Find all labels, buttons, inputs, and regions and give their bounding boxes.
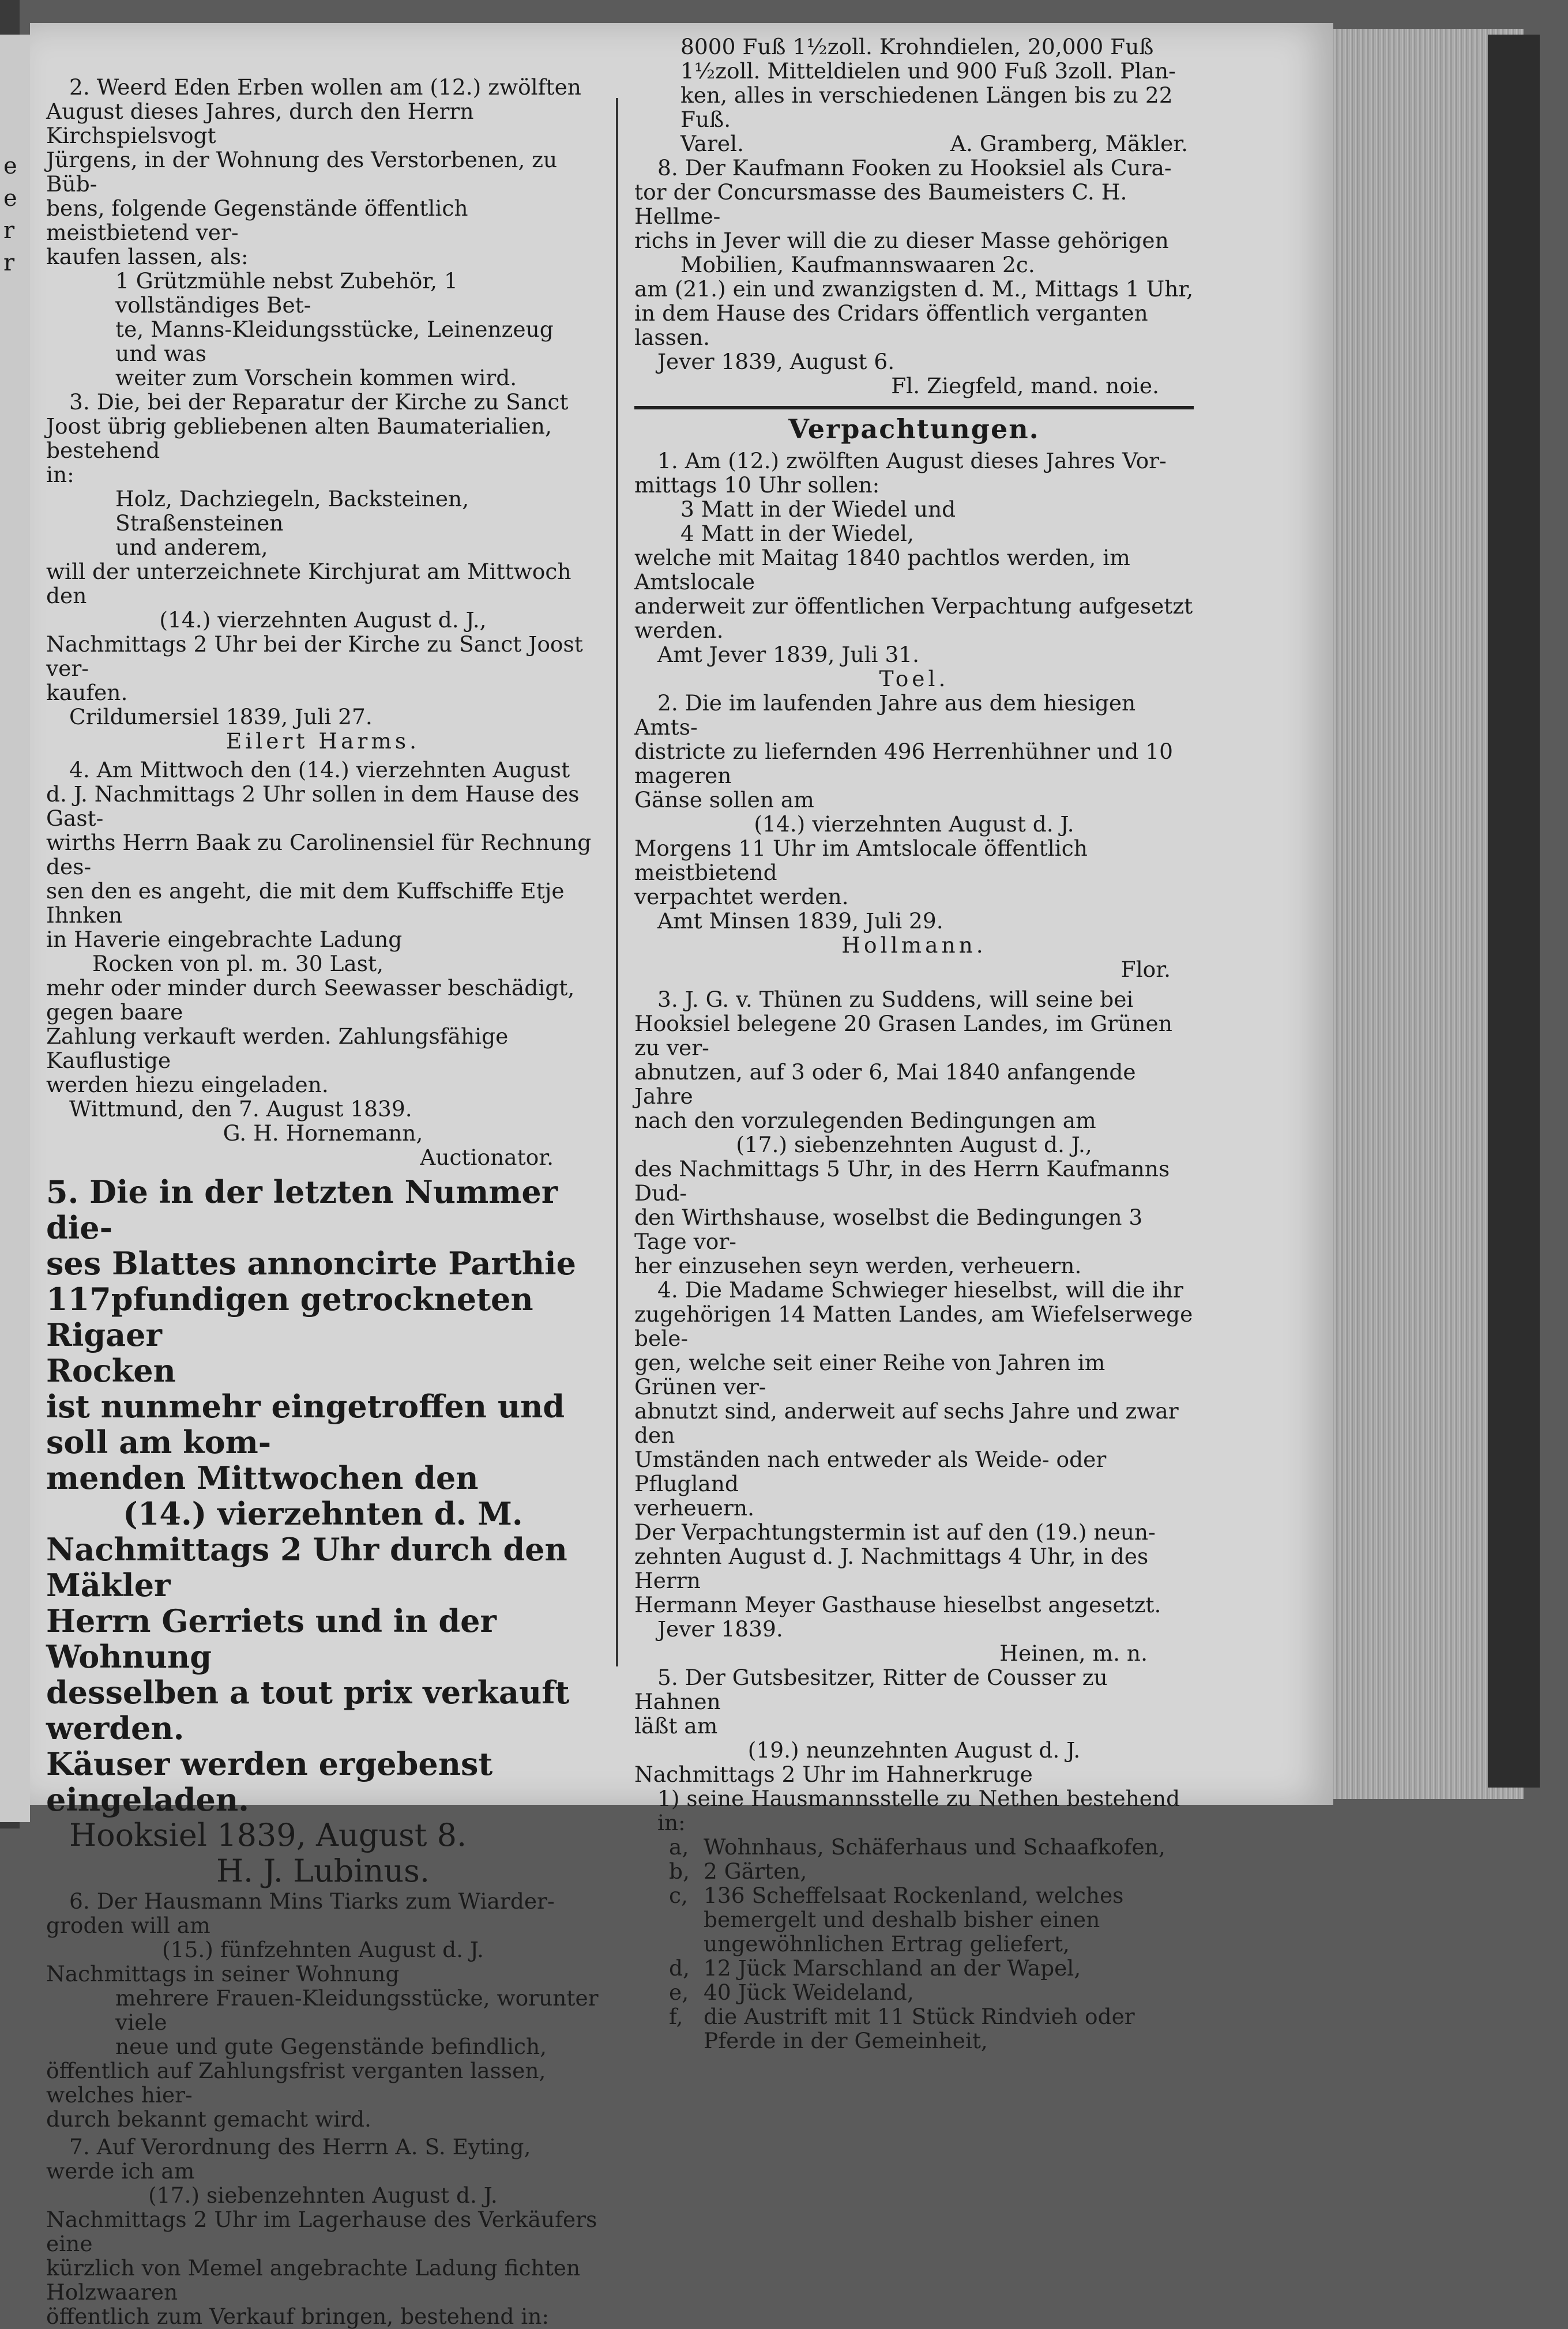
lease-5-items (634, 1835, 1194, 2053)
notice-6-text: Nachmittags in seiner Wohnung (46, 1961, 400, 1986)
right-column (634, 35, 1194, 2053)
text-line: des Nachmittags 5 Uhr, in des Herrn Kaufmanns Dud- (634, 1156, 1170, 1206)
text-line: 2. Weerd Eden Erben wollen am (12.) zwölften (69, 74, 581, 100)
notice-3-place: Crildumersiel 1839, Juli 27. (69, 704, 373, 729)
text-line: Nachmittags 2 Uhr im Lagerhause des Verkäufers eine (46, 2207, 597, 2256)
text-line: 3. Die, bei der Reparatur der Kirche zu Sanct (69, 389, 569, 415)
list-item-text: Wohnhaus, Schäferhaus und Schaafkofen, (704, 1834, 1165, 1860)
notice-5-text (46, 1532, 600, 1818)
edge-letter: r (3, 250, 15, 276)
notice-5-headline (46, 1174, 600, 1496)
text-line: abnutzt sind, anderweit auf sechs Jahre und zwar den (634, 1398, 1179, 1448)
lease-2-place: Amt Minsen 1839, Juli 29. (657, 908, 943, 934)
text-line: Nachmittags 2 Uhr bei der Kirche zu Sanct Joost ver- (46, 631, 583, 681)
text-line: werden hiezu eingeladen. (46, 1072, 329, 1097)
list-item-text: 136 Scheffelsaat Rockenland, welches bemergelt und deshalb bisher einen ungewöhnlichen Ertrag geliefert, (704, 1883, 1124, 1956)
text-line: mehrere Frauen-Kleidungsstücke, worunter viele (115, 1985, 599, 2035)
text-line: 117pfundigen getrockneten Rigaer (46, 1281, 533, 1353)
text-line: verpachtet werden. (634, 884, 849, 909)
text-line: Joost übrig gebliebenen alten Baumaterialien, bestehend (46, 413, 552, 463)
text-line: welche mit Maitag 1840 pachtlos werden, im Amtslocale (634, 545, 1130, 595)
list-item (634, 1956, 1194, 1980)
text-line: Käuser werden ergebenst eingeladen. (46, 1745, 493, 1818)
text-line: wirths Herrn Baak zu Carolinensiel für Rechnung des- (46, 830, 592, 879)
text-line: verheuern. (634, 1495, 754, 1521)
text-line: d. J. Nachmittags 2 Uhr sollen in dem Hause des Gast- (46, 781, 580, 831)
text-line: August dieses Jahres, durch den Herrn Kirchspielsvogt (46, 99, 474, 148)
left-column (46, 75, 600, 2328)
notice-7-text (46, 2207, 600, 2328)
text-line: 1. Am (12.) zwölften August dieses Jahres Vor- (657, 448, 1167, 473)
text-line: mehr oder minder durch Seewasser beschädigt, gegen baare (46, 975, 575, 1025)
text-line: 4. Am Mittwoch den (14.) vierzehnten August (69, 757, 570, 782)
notice-6-date: (15.) fünfzehnten August d. J. (162, 1937, 484, 1962)
text-line: gen, welche seit einer Reihe von Jahren im Grünen ver- (634, 1350, 1106, 1399)
list-item-label: b, (669, 1858, 690, 1884)
list-item (634, 2004, 1194, 2053)
text-line: Holz, Dachziegeln, Backsteinen, Straßensteinen (115, 486, 469, 536)
text-line: Umständen nach entweder als Weide- oder Pflugland (634, 1447, 1107, 1496)
notice-8-items: Mobilien, Kaufmannswaaren 2c. (680, 252, 1035, 277)
notice-4-role: Auctionator. (420, 1145, 554, 1170)
text-line: menden Mittwochen den (46, 1459, 479, 1496)
notice-3-text: will der unterzeichnete Kirchjurat am Mittwoch den (46, 559, 571, 608)
list-item-text: 40 Jück Weideland, (704, 1980, 914, 2005)
notice-6-items (46, 1986, 600, 2059)
notice-4-text (46, 976, 600, 1097)
list-item-text: die Austrift mit 11 Stück Rindvieh oder Pferde in der Gemeinheit, (704, 2004, 1135, 2053)
text-line: 6. Der Hausmann Mins Tiarks zum Wiarder- (69, 1888, 555, 1914)
list-item-label: e, (669, 1980, 689, 2005)
text-line: 5. Die in der letzten Nummer die- (46, 1173, 558, 1246)
list-item (634, 1883, 1194, 1956)
list-item-label: c, (669, 1883, 688, 1908)
lease-3-date: (17.) siebenzehnten August d. J., (736, 1132, 1092, 1157)
text-line: tor der Concursmasse des Baumeisters C. H. Hellme- (634, 179, 1127, 229)
lease-5 (634, 1665, 1194, 1738)
lease-3 (634, 987, 1194, 1132)
list-item (634, 1859, 1194, 1883)
text-line: 5. Der Gutsbesitzer, Ritter de Cousser zu Hahnen (634, 1665, 1108, 1714)
notice-4-signature: G. H. Hornemann, (223, 1120, 423, 1146)
lease-5-intro: 1) seine Hausmannsstelle zu Nethen bestehend in: (657, 1786, 1180, 1835)
text-line: werde ich am (46, 2158, 195, 2184)
notice-4 (46, 758, 600, 951)
notice-8 (634, 156, 1194, 253)
lease-4-place: Jever 1839. (657, 1616, 783, 1642)
notice-8-signature: Fl. Ziegfeld, mand. noie. (891, 373, 1159, 398)
text-line: in dem Hause des Cridars öffentlich verganten lassen. (634, 300, 1148, 350)
text-line: 1 Grützmühle nebst Zubehör, 1 vollständiges Bet- (115, 268, 458, 318)
text-line: 1½zoll. Mitteldielen und 900 Fuß 3zoll. Plan- (680, 58, 1176, 84)
notice-3-signature: Eilert Harms. (225, 728, 420, 754)
text-line: durch bekannt gemacht wird. (46, 2106, 371, 2132)
notice-4-goods: Rocken von pl. m. 30 Last, (92, 951, 384, 976)
notice-2 (46, 75, 600, 269)
lease-1-items (634, 497, 1194, 545)
text-line: kaufen. (46, 680, 128, 705)
text-line: 2. Die im laufenden Jahre aus dem hiesigen Amts- (634, 690, 1136, 740)
notice-8-text (634, 277, 1194, 349)
section-rule (634, 406, 1194, 409)
notice-3 (46, 390, 600, 487)
previous-page-letters (3, 150, 27, 279)
text-line: bens, folgende Gegenstände öffentlich meistbietend ver- (46, 195, 468, 245)
text-line: neue und gute Gegenstände befindlich, (115, 2034, 547, 2059)
text-line: Herrn Gerriets und in der Wohnung (46, 1602, 497, 1675)
notice-6 (46, 1889, 600, 1937)
notice-5-signature: H. J. Lubinus. (216, 1853, 430, 1889)
list-item-label: d, (669, 1955, 690, 1981)
column-divider (616, 98, 618, 1666)
notice-7 (46, 2135, 600, 2183)
text-line: richs in Jever will die zu dieser Masse gehörigen (634, 228, 1169, 253)
list-item-text: 2 Gärten, (704, 1858, 807, 1884)
text-line: nach den vorzulegenden Bedingungen am (634, 1108, 1096, 1133)
text-line: kürzlich von Memel angebrachte Ladung fichten Holzwaaren (46, 2255, 581, 2305)
lease-1 (634, 449, 1194, 497)
book-cover-edge (1488, 35, 1540, 1788)
list-item-text: 12 Jück Marschland an der Wapel, (704, 1955, 1081, 1981)
text-line: Jürgens, in der Wohnung des Verstorbenen, zu Büb- (46, 147, 558, 197)
edge-letter: r (3, 217, 15, 244)
lease-4-signature: Heinen, m. n. (999, 1641, 1148, 1666)
text-line: zehnten August d. J. Nachmittags 4 Uhr, in des Herrn (634, 1544, 1149, 1593)
text-line: Zahlung verkauft werden. Zahlungsfähige Kauflustige (46, 1024, 509, 1073)
text-line: kaufen lassen, als: (46, 244, 249, 269)
text-line: Gänse sollen am (634, 787, 814, 812)
list-item-label: a, (669, 1834, 689, 1860)
list-item (634, 1835, 1194, 1859)
text-line: läßt am (634, 1713, 718, 1739)
text-line: groden will am (46, 1913, 210, 1938)
text-line: weiter zum Vorschein kommen wird. (115, 365, 517, 390)
lease-4 (634, 1278, 1194, 1617)
lease-2 (634, 691, 1194, 812)
text-line: zugehörigen 14 Matten Landes, am Wiefelserwege bele- (634, 1301, 1193, 1351)
notice-3-items (46, 487, 600, 559)
text-line: und anderem, (115, 535, 268, 560)
section-heading: Verpachtungen. (788, 413, 1040, 445)
lease-1-text (634, 545, 1194, 642)
edge-letter: e (3, 153, 17, 179)
lease-3-text (634, 1157, 1194, 1278)
text-line: 3 Matt in der Wiedel und (680, 496, 956, 522)
text-line: mittags 10 Uhr sollen: (634, 472, 880, 498)
text-line: districte zu liefernden 496 Herrenhühner und 10 mageren (634, 739, 1174, 788)
text-line: öffentlich auf Zahlungsfrist verganten lassen, welches hier- (46, 2058, 546, 2108)
text-line: 4 Matt in der Wiedel, (680, 521, 914, 546)
list-item-label: f, (669, 2004, 683, 2029)
text-line: anderweit zur öffentlichen Verpachtung aufgesetzt werden. (634, 593, 1193, 643)
notice-2-items (46, 269, 600, 390)
lease-1-place: Amt Jever 1839, Juli 31. (657, 642, 920, 667)
text-line: den Wirthshause, woselbst die Bedingungen 3 Tage vor- (634, 1205, 1143, 1254)
edge-letter: e (3, 185, 17, 212)
text-line: Hooksiel belegene 20 Grasen Landes, im Grünen zu ver- (634, 1011, 1172, 1060)
notice-6-text-b (46, 2059, 600, 2131)
notice-8-place: Jever 1839, August 6. (657, 349, 895, 374)
continued-signature: A. Gramberg, Mäkler. (950, 131, 1188, 156)
notice-7-continued (634, 35, 1194, 131)
text-line: 8000 Fuß 1½zoll. Krohndielen, 20,000 Fuß (680, 34, 1154, 59)
text-line: 7. Auf Verordnung des Herrn A. S. Eyting, (69, 2134, 531, 2159)
text-line: sen den es angeht, die mit dem Kuffschiffe Etje Ihnken (46, 878, 565, 928)
text-line: 3. J. G. v. Thünen zu Suddens, will seine bei (657, 987, 1134, 1012)
text-line: öffentlich zum Verkauf bringen, bestehend in: (46, 2304, 550, 2329)
previous-page-edge (0, 35, 30, 1822)
lease-1-signature: Toel. (879, 666, 949, 691)
text-line: ken, alles in verschiedenen Längen bis zu 22 Fuß. (680, 82, 1173, 132)
text-line: ist nunmehr eingetroffen und soll am kom- (46, 1388, 565, 1461)
lease-5-date: (19.) neunzehnten August d. J. (747, 1737, 1081, 1763)
continued-place: Varel. (680, 131, 744, 156)
notice-5-date: (14.) vierzehnten d. M. (123, 1495, 523, 1532)
text-line: 4. Die Madame Schwieger hieselbst, will die ihr (657, 1277, 1183, 1303)
text-line: Nachmittags 2 Uhr durch den Mäkler (46, 1531, 567, 1604)
text-line: her einzusehen seyn werden, verheuern. (634, 1253, 1082, 1278)
notice-7-date: (17.) siebenzehnten August d. J. (148, 2183, 498, 2208)
text-line: Morgens 11 Uhr im Amtslocale öffentlich meistbietend (634, 836, 1088, 885)
text-line: in: (46, 462, 74, 487)
text-line: desselben a tout prix verkauft werden. (46, 1674, 570, 1747)
notice-5-place: Hooksiel 1839, August 8. (69, 1817, 467, 1853)
text-line: abnutzen, auf 3 oder 6, Mai 1840 anfangende Jahre (634, 1059, 1136, 1109)
continued-place-sign (634, 131, 1194, 156)
text-line: Hermann Meyer Gasthause hieselbst angesetzt. (634, 1592, 1161, 1617)
notice-3-date: (14.) vierzehnten August d. J., (159, 607, 487, 633)
text-line: te, Manns-Kleidungsstücke, Leinenzeug und was (115, 317, 554, 366)
text-line: am (21.) ein und zwanzigsten d. M., Mittags 1 Uhr, (634, 276, 1194, 302)
list-item (634, 1980, 1194, 2004)
lease-2-signature-b: Flor. (1120, 957, 1171, 982)
lease-2-date: (14.) vierzehnten August d. J. (754, 811, 1074, 837)
text-line: Rocken (46, 1352, 176, 1389)
text-line: 8. Der Kaufmann Fooken zu Hooksiel als Cura- (657, 155, 1172, 180)
lease-5-text: Nachmittags 2 Uhr im Hahnerkruge (634, 1762, 1033, 1787)
text-line: in Haverie eingebrachte Ladung (46, 927, 403, 952)
notice-4-place: Wittmund, den 7. August 1839. (69, 1096, 412, 1122)
lease-2-signature: Hollmann. (841, 932, 987, 958)
text-line: Der Verpachtungstermin ist auf den (19.) neun- (634, 1519, 1156, 1545)
notice-3-text-b (46, 632, 600, 705)
text-line: ses Blattes annoncirte Parthie (46, 1245, 576, 1282)
lease-2-text (634, 836, 1194, 909)
